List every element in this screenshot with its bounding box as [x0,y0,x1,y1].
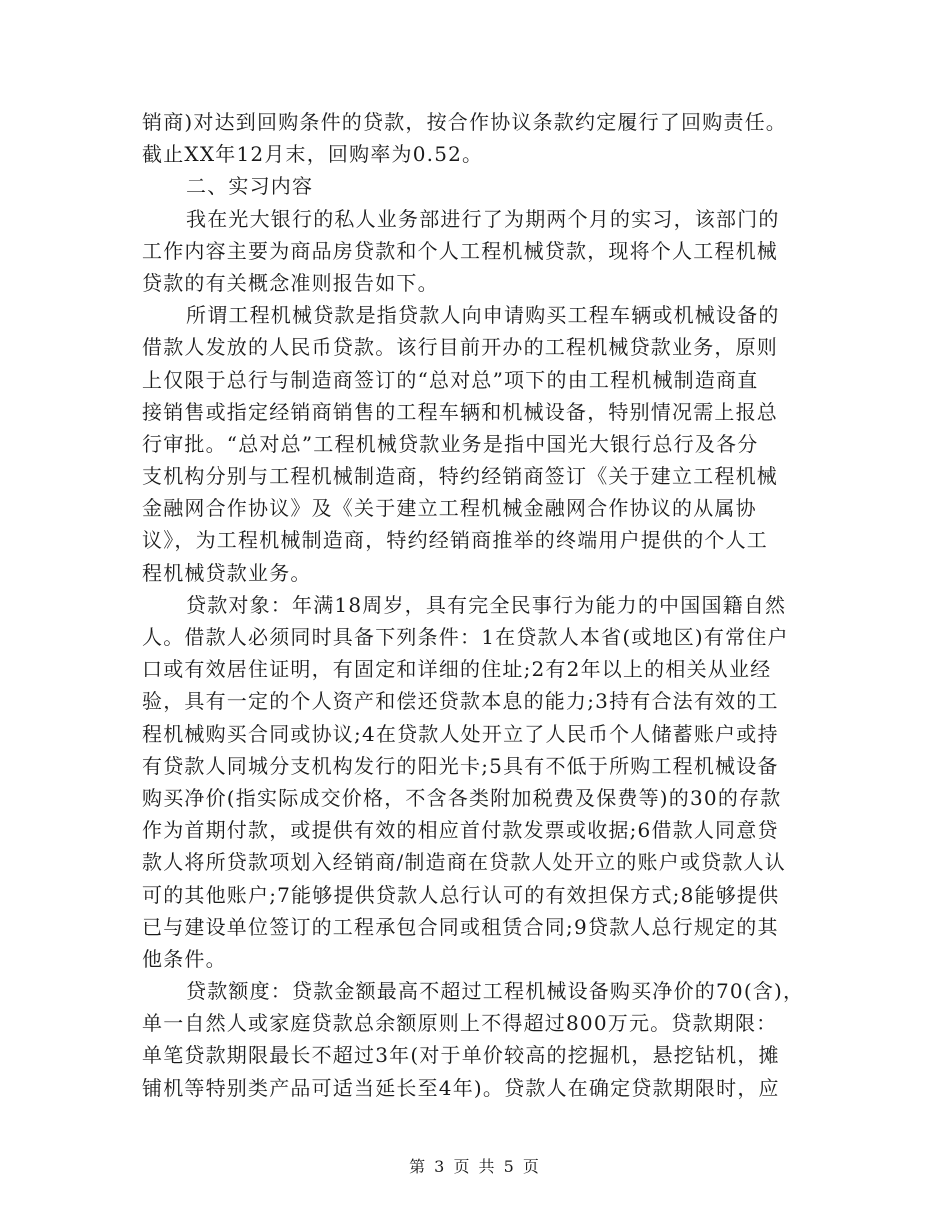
body-line: 行审批。“总对总”工程机械贷款业务是指中国光大银行总行及各分 [142,431,759,456]
paragraph-start: 我在光大银行的私人业务部进行了为期两个月的实习，该部门的 [186,206,780,231]
body-line: 可的其他账户;7能够提供贷款人总行认可的有效担保方式;8能够提供 [142,882,780,907]
body-line: 单一自然人或家庭贷款总余额原则上不得超过800万元。贷款期限： [142,1011,778,1036]
body-line: 上仅限于总行与制造商签订的“总对总”项下的由工程机械制造商直 [142,367,759,392]
body-line: 款人将所贷款项划入经销商/制造商在贷款人处开立的账户或贷款人认 [142,850,786,875]
body-line: 已与建设单位签订的工程承包合同或租赁合同;9贷款人总行规定的其 [142,914,779,939]
body-line: 截止XX年12月末，回购率为0.52。 [142,142,484,167]
body-line: 销商)对达到回购条件的贷款，按合作协议条款约定履行了回购责任。 [142,110,788,134]
paragraph-start: 所谓工程机械贷款是指贷款人向申请购买工程车辆或机械设备的 [186,303,780,328]
body-line: 人。借款人必须同时具备下列条件：1在贷款人本省(或地区)有常住户 [142,625,789,649]
page-number-footer: 第 3 页 共 5 页 [409,1157,541,1176]
body-line: 作为首期付款，或提供有效的相应首付款发票或收据;6借款人同意贷 [142,818,779,843]
body-line: 口或有效居住证明，有固定和详细的住址;2有2年以上的相关从业经 [142,657,772,682]
body-line: 他条件。 [142,946,227,971]
section-heading: 二、实习内容 [186,174,314,199]
body-line: 贷款的有关概念准则报告如下。 [142,270,439,295]
body-line: 单笔贷款期限最长不超过3年(对于单价较高的挖掘机，悬挖钻机，摊 [142,1043,780,1068]
body-line: 议》，为工程机械制造商，特约经销商推举的终端用户提供的个人工 [142,528,768,553]
document-body [142,106,805,1104]
body-line: 验，具有一定的个人资产和偿还贷款本息的能力;3持有合法有效的工 [142,689,779,714]
paragraph-start: 贷款额度：贷款金额最高不超过工程机械设备购买净价的70(含)， [186,979,805,1004]
paragraph-start: 贷款对象：年满18周岁，具有完全民事行为能力的中国国籍自然 [186,592,787,617]
body-line: 借款人发放的人民币贷款。该行目前开办的工程机械贷款业务，原则 [142,335,778,360]
body-line: 铺机等特别类产品可适当延长至4年)。贷款人在确定贷款期限时，应 [142,1075,780,1100]
body-line: 接销售或指定经销商销售的工程车辆和机械设备，特别情况需上报总 [142,399,778,424]
body-line: 程机械购买合同或协议;4在贷款人处开立了人民币个人储蓄账户或持 [142,721,779,746]
body-line: 工作内容主要为商品房贷款和个人工程机械贷款，现将个人工程机械 [142,238,778,263]
body-line: 支机构分别与工程机械制造商，特约经销商签订《关于建立工程机械 [142,464,778,489]
body-line: 金融网合作协议》及《关于建立工程机械金融网合作协议的从属协 [142,496,757,521]
body-line: 购买净价(指实际成交价格，不含各类附加税费及保费等)的30的存款 [142,785,782,810]
body-line: 有贷款人同城分支机构发行的阳光卡;5具有不低于所购工程机械设备 [142,753,779,778]
body-line: 程机械贷款业务。 [142,560,312,585]
